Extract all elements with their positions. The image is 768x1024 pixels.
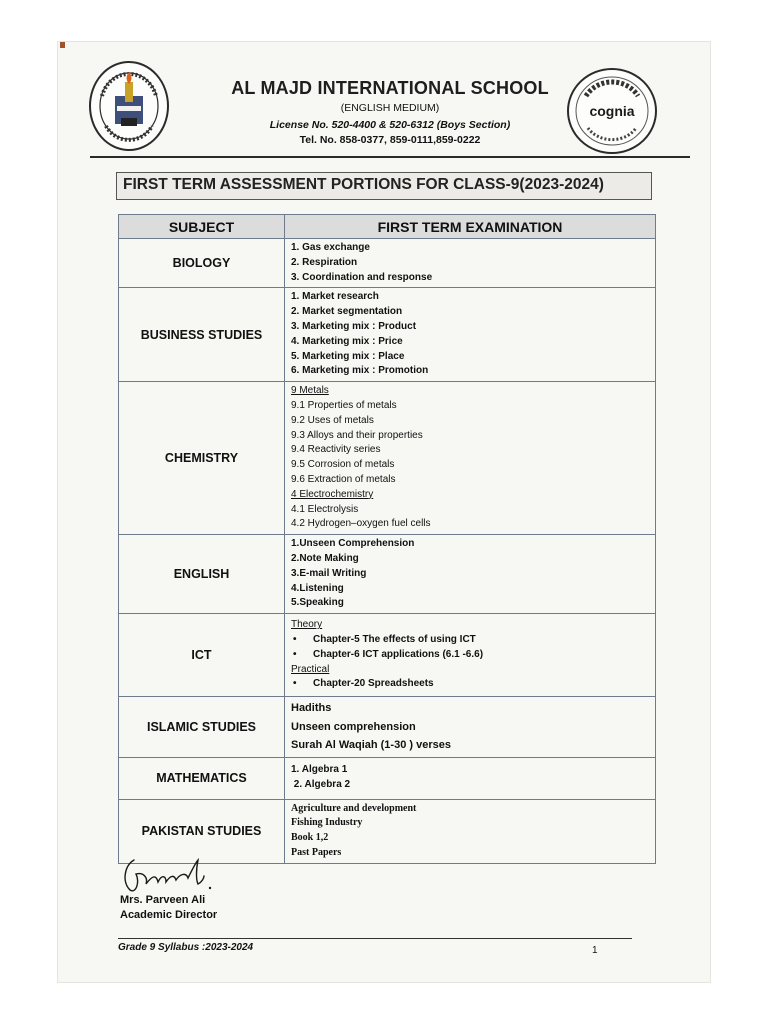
topic-item: 9.6 Extraction of metals	[291, 473, 396, 485]
topic-item: Agriculture and development	[291, 802, 417, 814]
svg-text:cognia: cognia	[589, 103, 635, 119]
topic-item: 1. Algebra 1	[291, 764, 348, 776]
topics-cell	[285, 288, 656, 382]
topic-item: 6. Marketing mix : Promotion	[291, 365, 429, 377]
table-row	[119, 757, 656, 799]
topic-item: 9.2 Uses of metals	[291, 414, 374, 426]
topic-item: 9.4 Reactivity series	[291, 444, 381, 456]
topic-item: Fishing Industry	[291, 817, 363, 829]
topic-item: 2. Algebra 2	[291, 779, 351, 791]
topic-item: 4.1 Electrolysis	[291, 503, 359, 515]
school-seal-logo	[88, 60, 170, 152]
subject-cell: MATHEMATICS	[119, 757, 285, 799]
header-divider	[90, 156, 690, 158]
topic-item: Past Papers	[291, 847, 342, 859]
topic-heading: 9 Metals	[291, 385, 329, 397]
topics-cell	[285, 757, 656, 799]
cognia-accreditation-logo	[566, 66, 658, 156]
telephone-numbers: Tel. No. 858-0377, 859-0111,859-0222	[299, 134, 481, 146]
column-header-exam: FIRST TERM EXAMINATION	[285, 215, 656, 239]
signatory-name: Mrs. Parveen Ali	[120, 894, 206, 906]
table-row	[119, 535, 656, 614]
document-title: FIRST TERM ASSESSMENT PORTIONS FOR CLASS-9(2023-2024)	[116, 172, 652, 200]
topic-item: 1. Gas exchange	[291, 242, 370, 253]
subject-cell: BUSINESS STUDIES	[119, 288, 285, 382]
topic-item: Unseen comprehension	[291, 720, 416, 733]
table-row	[119, 697, 656, 758]
topics-cell	[285, 697, 656, 758]
syllabus-table	[118, 214, 656, 864]
subject-cell: ENGLISH	[119, 535, 285, 614]
topic-item: 5. Marketing mix : Place	[291, 350, 405, 362]
footer-syllabus-label: Grade 9 Syllabus :2023-2024	[118, 942, 254, 953]
topics-cell	[285, 535, 656, 614]
topics-cell	[285, 799, 656, 863]
table-row	[119, 382, 656, 535]
signatory-title: Academic Director	[120, 909, 218, 921]
topic-heading: Practical	[291, 663, 330, 675]
table-row	[119, 614, 656, 697]
topic-item: 4. Marketing mix : Price	[291, 335, 403, 347]
footer-divider	[118, 938, 632, 939]
subject-cell: PAKISTAN STUDIES	[119, 799, 285, 863]
topic-item: 4.2 Hydrogen–oxygen fuel cells	[291, 518, 431, 530]
topic-item: 3. Marketing mix : Product	[291, 320, 417, 332]
subject-cell: CHEMISTRY	[119, 382, 285, 535]
topic-item: 9.3 Alloys and their properties	[291, 429, 423, 441]
topic-item: 3. Coordination and response	[291, 271, 433, 283]
topic-item: 3.E-mail Writing	[291, 567, 367, 579]
topic-item: Book 1,2	[291, 832, 329, 844]
subject-cell: ICT	[119, 614, 285, 697]
topic-item: 2.Note Making	[291, 552, 359, 564]
table-row	[119, 288, 656, 382]
subject-cell: BIOLOGY	[119, 239, 285, 288]
topics-cell	[285, 614, 656, 697]
school-medium: (ENGLISH MEDIUM)	[340, 102, 440, 114]
column-header-subject: SUBJECT	[119, 215, 285, 239]
topic-heading: 4 Electrochemistry	[291, 488, 374, 500]
table-row	[119, 239, 656, 288]
topic-heading: Theory	[291, 619, 323, 631]
subject-cell: ISLAMIC STUDIES	[119, 697, 285, 758]
table-header-row	[119, 215, 656, 239]
school-name: AL MAJD INTERNATIONAL SCHOOL	[231, 78, 549, 98]
topic-item: 2. Respiration	[291, 256, 358, 268]
topic-item: Surah Al Waqiah (1-30 ) verses	[291, 739, 451, 752]
topics-cell	[285, 382, 656, 535]
topic-item: • Chapter-20 Spreadsheets	[291, 677, 649, 692]
topic-item: • Chapter-5 The effects of using ICT	[291, 633, 649, 648]
topic-item: 5.Speaking	[291, 597, 344, 609]
corner-mark	[60, 42, 65, 48]
topic-item: 9.5 Corrosion of metals	[291, 459, 395, 471]
topic-item: 1. Market research	[291, 291, 379, 303]
topic-item: 9.1 Properties of metals	[291, 399, 397, 411]
page-number: 1	[592, 945, 598, 956]
topic-item: Hadiths	[291, 702, 332, 715]
topic-item: 2. Market segmentation	[291, 306, 403, 318]
topic-item: 4.Listening	[291, 582, 344, 594]
handwritten-signature	[118, 852, 228, 898]
topics-cell	[285, 239, 656, 288]
topic-item: • Chapter-6 ICT applications (6.1 -6.6)	[291, 648, 649, 663]
topic-item: 1.Unseen Comprehension	[291, 538, 415, 550]
license-number: License No. 520-4400 & 520-6312 (Boys Section)	[269, 119, 511, 131]
